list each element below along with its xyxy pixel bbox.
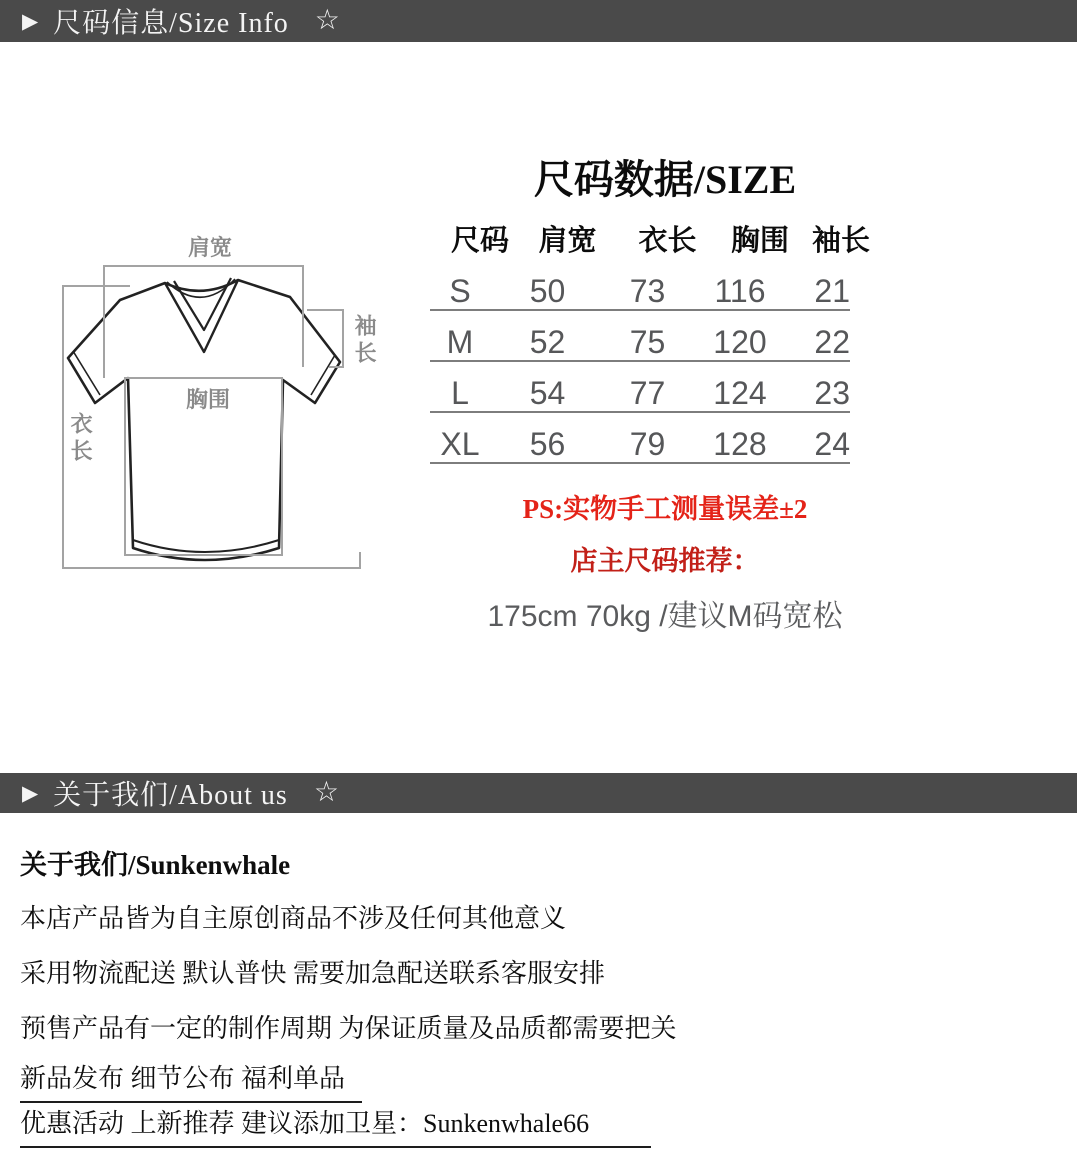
section-bar-size-info-label: 尺码信息/Size Info (53, 8, 289, 39)
chest-label: 胸围 (185, 387, 230, 412)
star-icon: ☆ (314, 5, 341, 36)
table-cell: 75 (629, 324, 666, 360)
measurement-tolerance-note: PS:实物手工测量误差±2 (522, 494, 808, 524)
about-line-original-products: 本店产品皆为自主原创商品不涉及任何其他意义 (20, 904, 567, 933)
table-cell: 22 (814, 324, 850, 360)
table-cell: XL (440, 426, 480, 462)
about-line-contact: 优惠活动 上新推荐 建议添加卫星：Sunkenwhale66 (20, 1103, 651, 1148)
section-bar-about-us (0, 773, 1077, 813)
table-cell: 120 (713, 324, 767, 360)
table-cell: 124 (713, 375, 767, 411)
table-cell: 79 (629, 426, 666, 462)
table-cell: 54 (529, 375, 566, 411)
table-cell: 21 (814, 273, 850, 309)
column-header: 衣长 (638, 225, 697, 257)
fit-recommendation-text: 175cm 70kg /建议M码宽松 (487, 600, 843, 633)
owner-recommendation-label: 店主尺码推荐： (570, 546, 760, 576)
table-cell: S (449, 273, 471, 309)
size-table-header-row (450, 218, 870, 259)
column-header: 胸围 (730, 225, 789, 257)
about-line-new-releases: 新品发布 细节公布 福利单品 (20, 1058, 362, 1103)
table-cell: 23 (814, 375, 850, 411)
table-cell: 73 (629, 273, 666, 309)
garment-length-label: 衣长 (68, 412, 94, 466)
table-row-s (430, 260, 850, 311)
column-header: 袖长 (811, 225, 870, 257)
table-row-xl (430, 413, 850, 464)
about-line-shipping: 采用物流配送 默认普快 需要加急配送联系客服安排 (20, 959, 606, 988)
size-table-title: 尺码数据/SIZE (533, 157, 797, 202)
tshirt-measurement-diagram (55, 230, 395, 575)
table-cell: 50 (529, 273, 566, 309)
size-data-panel (430, 0, 900, 700)
table-cell: 77 (629, 375, 666, 411)
table-cell: 24 (814, 426, 850, 462)
right-triangle-icon: ▶ (22, 780, 40, 805)
right-triangle-icon: ▶ (22, 8, 40, 33)
star-icon: ☆ (313, 777, 340, 808)
table-cell: 52 (529, 324, 566, 360)
about-line-presale: 预售产品有一定的制作周期 为保证质量及品质都需要把关 (20, 1014, 677, 1043)
table-cell: 56 (529, 426, 566, 462)
section-bar-about-us-label: 关于我们/About us (53, 780, 288, 811)
about-heading: 关于我们/Sunkenwhale (20, 850, 291, 880)
column-header: 尺码 (450, 225, 509, 257)
tshirt-body-outline (68, 280, 340, 560)
shoulder-width-label: 肩宽 (187, 235, 232, 260)
table-row-l (430, 362, 850, 413)
table-cell: M (446, 324, 474, 360)
table-row-m (430, 311, 850, 362)
table-cell: 128 (713, 426, 767, 462)
table-cell: 116 (714, 273, 766, 309)
table-cell: L (451, 375, 469, 411)
sleeve-length-label: 袖长 (352, 314, 378, 368)
column-header: 肩宽 (538, 225, 597, 257)
size-table-body (430, 260, 850, 464)
